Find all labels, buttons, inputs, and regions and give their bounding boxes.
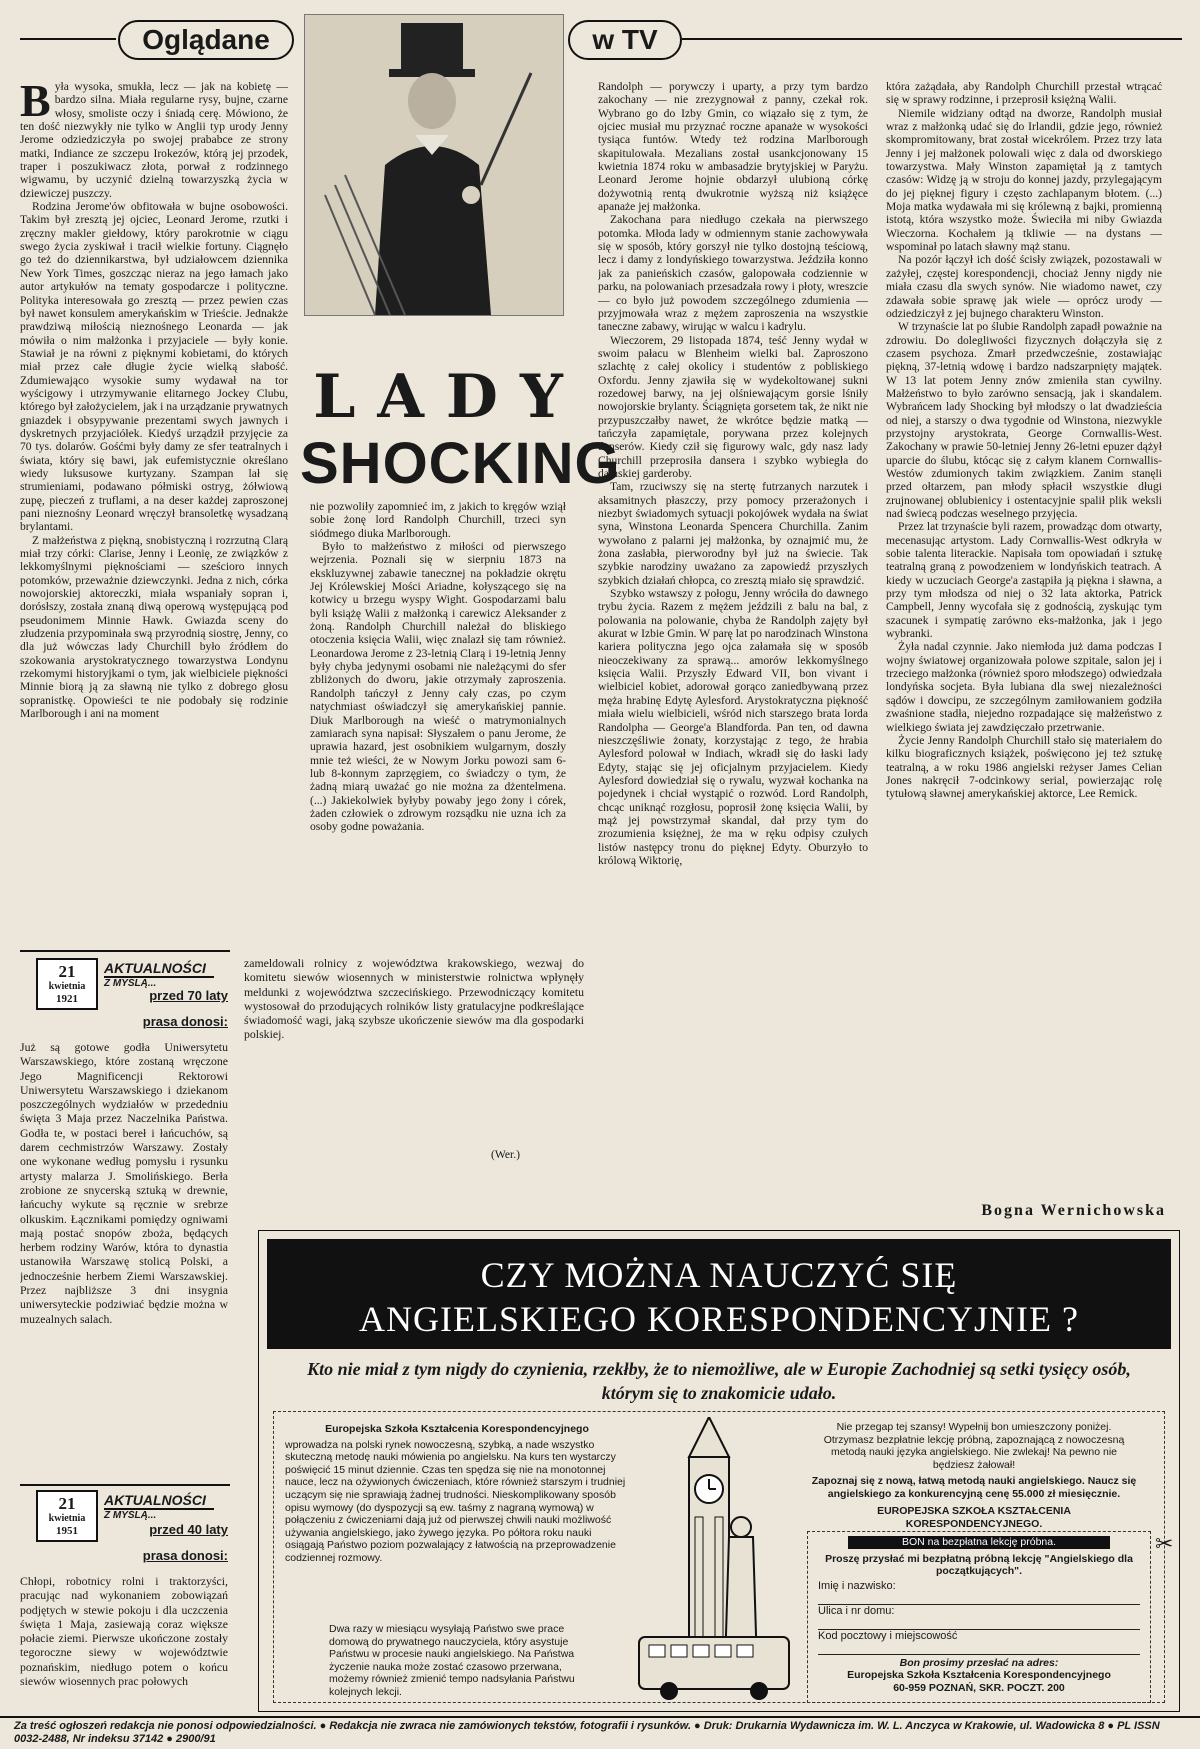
ad-school-head: Europejska Szkoła Kształcenia Korespondencyjnego — [325, 1423, 589, 1435]
paragraph: Było to małżeństwo z miłości od pierwszego wejrzenia. Poznali się w sierpniu 1873 na ekskluzywnej zabawie tanecznej na pokładzie okrętu Jej Królewskiej Mości Ariadne, kołyszącego się na kotwicy u brzegu wyspy Wight. Gospodarzami balu byli książę Walii z małżonką i carewicz Aleksander z żoną. Randolph Churchill należał do bliskiego otoczenia księcia Walii, więc znalazł się tam również. Leonardowa Jerome z 23-letnią Clarą i 19-letnią Jenny były chyba jedynymi osobami nie należącymi do sfer zbliżonych do dworu, jakie otrzymały zaproszenia. Randolph tańczył z Jenny cały czas, po czym natychmiast oświadczył się amerykańskiej pannie. Diuk Marlborough na wieść o matrymonialnych zamiarach syna napisał: Słyszałem o panu Jerome, że uprawia hazard, jest osobnikiem wulgarnym, doszły mnie też wieści, że w Nowym Jorku powozi sam 6- lub 8-konnym zaprzęgiem, co świadczy o tym, że żadną miarą uważać go nie można za dżentelmena. (...) Jakiekolwiek byłyby powaby jego żony i córek, żaden człowiek o zdrowym rozsądku nie uzna ich za osoby godne poważania. — [310, 540, 566, 834]
ad-school-name-2: KORESPONDENCYJNEGO. — [905, 1518, 1043, 1530]
stamp-day: 21 — [58, 962, 76, 981]
ad-right-head: Nie przegap tej szansy! Wypełnij bon umieszczony poniżej. Otrzymasz bezpłatnie lekcję próbną, zapoznającą z nowoczesną metodą nauki języka angielskiego. Nie zwlekaj! Na pewno nie będziesz żałował! — [823, 1421, 1125, 1471]
header-rule-right — [682, 38, 1182, 40]
stamp-month: kwietnia — [48, 981, 86, 992]
paragraph: Z małżeństwa z piękną, snobistyczną i rozrzutną Clarą miał trzy córki: Clarise, Jenny i Leonię, ze związków z lekkomyślnymi pięknościami — sześcioro innych potomków, przeważnie dziewczynki. Jedna z nich, córka nowojorskiej aktoreczki, miała wspaniały sopran i, dorósłszy, została znaną diwą operową występującą pod pseudonimem Minnie Hawk. Gwiazda sceny do złudzenia przypominała swą przyrodnią siostrę, Jenny, co dla już wówczas lady Churchill było źródłem do szokowania arystokratycznego towarzystwa Londynu rzekomymi historyjkami o tym, jak wielbiciele piękności Minnie biorą ją za sławną nie tylko z dobrego głosu sopranistkę. Opowieści te nie podobały się rodzinie Marlborough i ani na moment — [20, 533, 288, 721]
logo-subtext: Z MYŚLĄ... — [104, 1510, 157, 1521]
aktualnosci-divider-2 — [20, 1484, 230, 1486]
coupon-address-1: Europejska Szkoła Kształcenia Korespondencyjnego — [847, 1669, 1111, 1682]
scissors-icon: ✂ — [1155, 1531, 1174, 1556]
section-press: prasa donosi: — [142, 1014, 228, 1029]
logo-text: AKTUALNOŚCI — [104, 960, 214, 978]
ad-title-bar — [267, 1239, 1171, 1349]
paragraph: Wieczorem, 29 listopada 1874, teść Jenny wydał w swoim pałacu w Blenheim wielki bal. Zaproszono szlachtę z całej okolicy i studentów z pobliskiego Oxfordu. Jenny zjawiła się w wydekoltowanej sukni rozedowej barwy, na jej olśniewającym gorsie lśniły nowojorskie brylanty. Ściągnięta gorsetem tak, że nikt nie przypuszczałby nawet, że wkrótce będzie matką — tańczyła zapamiętale, porywana przez kolejnych danserów. Kiedy cził się figurowy walc, gdy nasz lady Churchill przeprosiła dansera i szybko wybiegła do damskiej garderoby. — [598, 333, 868, 480]
aktualnosci-divider-1 — [20, 950, 230, 952]
portrait-illustration — [305, 15, 563, 315]
name-field[interactable] — [818, 1580, 1140, 1605]
article-title-lady: LADY — [313, 362, 585, 432]
coupon-address-2: 60-959 POZNAŃ, SKR. POCZT. 200 — [893, 1681, 1065, 1694]
date-stamp — [36, 1490, 98, 1542]
header-title-left: Oglądane — [118, 20, 294, 60]
coupon-request: Proszę przysłać mi bezpłatną próbną lekcję "Angielskiego dla początkujących". — [825, 1552, 1133, 1578]
article-column-4 — [886, 80, 1162, 1170]
paragraph: Przez lat trzynaście byli razem, prowadząc dom otwarty, mecenasując artystom. Lady Cornwallis-West odkryła w sobie talenta literackie. Napisała tom opowiadań i sztukę teatralną graną z powodzeniem w londyńskich teatrach. A kiedy w uczuciach George'a zastąpiła ją piękna i sławna, a przy tym młodsza od niej o 32 lata aktorka, Patrick Campbell, Jenny wycofała się z godnością, zyskując tym szacunek i sympatię zarówno eks-małżonka, jak i jego wybranki. — [886, 520, 1162, 641]
paragraph: yła wysoka, smukła, lecz — jak na kobietę — bardzo silna. Miała regularne rysy, bujne, czarne włosy, smoliste oczy i śniadą cerę. Mówiono, że ten dość niezwykły nie tylko w Anglii typ urody Jenny Jerome odziedziczyła po swojej prababce ze strony matki, Indiance ze szczepu Irokezów, którą jej przodek, traper i poszukiwacz złota, porwał z rodzinnego wigwamu, by uczynić dzielną towarzyszką życia w dziewiczej puszczy. — [20, 80, 288, 200]
paragraph: W trzynaście lat po ślubie Randolph zapadł poważnie na zdrowiu. Do dolegliwości fizycznych dołączyła się z czasem psychoza. Zmarł przedwcześnie, zostawiając piękną, 37-letnią wdowę i bardzo nadszarpnięty majątek. W 13 lat potem Jenny znów zmieniła stan cywilny. Małżeństwo to było zarówno sensacją, jak i skandalem. Wybrańcem lady Shocking był młodszy o lat dwadzieścia od niej, a starszy o dwa tygodnie od Winstona, niezwykle przystojny arystokrata, George Cornwallis-West. Zakochany w prawie 50-letniej Jenny 26-letni epuzer dążył uparcie do ślubu, któcąc się z całym klanem Cornwallis-Westów zdumionych takim związkiem. Zanim stanęli przed ołtarzem, pan młody spłacił wszystkie długi zrujnowanej oblubienicy i ostentacyjnie spalił plik weksli nad świecą podczas weselnego przyjęcia. — [886, 320, 1162, 520]
ad-left-text: wprowadza na polski rynek nowoczesną, szybką, a nade wszystko skuteczną metodę nauki mówienia po angielsku. Na kurs ten wystarczy poświęcić 15 minut dziennie. Czas ten spędza się nie na monotonnej nauce, lecz na ożywionych ćwiczeniach, które również starszym i trudniej uczącym się nie sprawiają żadnej trudności. Nieskomplikowany sposób opisu wymowy (do dyspozycji są ew. taśmy z nagraną wymową) w połączeniu z ćwiczeniami dają już od pierwszej chwili nauki możliwość używania angielskiego, jako żywego języka. Po półtora roku nauki osiągają Państwo poziom pozwalający z łatwością na przeprowadzenie codziennej rozmowy. — [285, 1438, 626, 1564]
article-title-shocking: SHOCKING — [300, 431, 621, 496]
advertisement — [258, 1230, 1180, 1712]
paragraph: Żyła nadal czynnie. Jako niemłoda już dama podczas I wojny światowej organizowała polowe szpitale, salon jej i trzeciego małżonka (również sporo młodszego) odwiedzała londyńska socjeta. Była lubiana dla swej niezależności sądów i dowcipu, ze szczególnym zamiłowaniem godziła zwaśnione stadła, niejedno rozpadające się małżeństwo z wielkiego świata jej zawdzięczało przetrwanie. — [886, 640, 1162, 734]
article-column-1 — [20, 80, 288, 940]
paragraph: Tam, rzuciwszy się na stertę futrzanych narzutek i aksamitnych płaszczy, przy pomocy przerażonych i niezbyt świadomych sytuacji pokojówek wydała na świat syna, Winstona Leonarda Spencera Churchilla. Zanim wywołano z palarni jej małżonka, by oznajmić mu, że żona zasłabła, pierworodny był już na świecie. Tak szybkie narodziny uważano za zapowiedź przyszłych szybkich działań chłopca, co zresztą miało się sprawdzić. — [598, 480, 868, 587]
postcode-field[interactable] — [818, 1630, 1140, 1655]
aktualnosci-text-right: zameldowali rolnicy z województwa krakowskiego, wezwaj do komitetu siewów wiosennych w ministerstwie rolnictwa wpłynęły meldunki z województwa szczecińskiego. Przewodniczący komitetu wystosował do przodujących rolników listy gratulacyjne podkreślające świadomość wagi, jaką szybsze ukończenie siewów ma dla gospodarki polskiej. — [244, 956, 584, 1042]
paragraph: Na pozór łączył ich dość ścisły związek, pozostawali w zażyłej, częstej korespondencji, chociaż Jenny nigdy nie miała czasu dla swych synów. Nie wiadomo nawet, czy zdawała sobie sprawę jak wiele — oprócz urody — odziedziczył z jej bujnego charakteru Winston. — [886, 253, 1162, 320]
coupon-send-to: Bon prosimy przesłać na adres: — [899, 1656, 1059, 1669]
aktualnosci-text-2: Chłopi, robotnicy rolni i traktorzyści, pracując nad wykonaniem zobowiązań podjętych w stewie pokoju i dla uczczenia święta 1 Maja, zasiewają coraz większe połacie ziemi. Pierwsze ukończone zostały tegoroczne siewy w województwie poznańskim, niedługo potem o końcu siewów wiosennych prac połowych — [20, 1574, 228, 1689]
article-column-2 — [310, 500, 566, 942]
article-author: Bogna Wernichowska — [981, 1202, 1166, 1219]
paragraph: Życie Jenny Randolph Churchill stało się materiałem do kilku biograficznych książek, poświęcono jej też sztukę teatralną, a w roku 1986 angielski reżyser James Celian Jones nakręcił 7-odcinkowy serial, powierzając rolę tytułową sławnej amerykańskiej aktorce, Lee Remick. — [886, 733, 1162, 801]
ad-left-block — [285, 1423, 629, 1565]
section-ago: przed 70 laty — [149, 988, 228, 1003]
ad-left-text-2: Dwa razy w miesiącu wysyłają Państwo swe prace domową do prywatnego nauczyciela, który asystuje Państwu w procesie nauki angielskiego. Na Państwa życzenie nauka może zostać czasowo przerwana, możemy również zmienić tempo nadsyłania Państwu kolejnych lekcji. — [329, 1623, 575, 1698]
ad-title-line1: CZY MOŻNA NAUCZYĆ SIĘ — [480, 1255, 958, 1295]
logo-subtext: Z MYŚLĄ... — [104, 978, 157, 989]
aktualnosci-logo — [104, 1492, 214, 1521]
paragraph: Randolph — porywczy i uparty, a przy tym bardzo zakochany — nie zrezygnował z panny, czekał rok. Wybrano go do Izby Gmin, co wiązało się z tym, że ojciec musiał mu przyznać roczne apanaże w wysokości tysiąca funtów. Wtedy też rodzina Marlborough skapitulowała. Mezalians został usankcjonowany 15 kwietnia 1874 roku w ambasadzie brytyjskiej w Paryżu. Leonard Jerome hojnie obdarzył ulubioną córkę dożywotnią rentą dwukrotnie wyższą niż książęce apanaże jej małżonka. — [598, 80, 868, 214]
drop-cap: B — [20, 80, 51, 126]
section-ago: przed 40 laty — [149, 1522, 228, 1537]
article-column-3 — [598, 80, 868, 1162]
section-press: prasa donosi: — [142, 1548, 228, 1563]
paragraph: Rodzina Jerome'ów obfitowała w bujne osobowości. Takim był zresztą jej ojciec, Leonard Jerome, rzutki i zręczny makler giełdowy, który parokrotnie w ciągu swego życia zyskiwał i tracił wielkie fortuny. Ciągnęło go też do dziennikarstwa, był udziałowcem dziennika New York Times, goszcząc nieraz na jego łamach jako autor artykułów na tematy gospodarcze i polityczne. Polityka interesowała go zresztą — przez pewien czas był nawet konsulem amerykańskim w Trieście. Jednakże prawdziwą miłością nieznośnego Leonarda — jak mówiła o nim małżonka i przyjaciele — były konie. Stawiał je na równi z pięknymi kobietami, do których miał przez całe długie życie wielką słabość. Zdumiewająco wysokie sumy wydawał na tor wyścigowy i utrzymywanie elitarnego Jockey Clubu, którego był założycielem, jak i na urządzanie prywatnych gniazdek i obsypywanie prezentami swych jawnych i dyskretnych przyjaciółek. Kiedyś urządził przyjęcie za 70 tys. dolarów. Gośćmi były damy ze sfer teatralnych i świata, który się bawi, jak eufemistycznie określano wiedy luksusowe kurtyzany. Szampan lał się strumieniami, podawano półmiski ostryg, żółwiową zupę, pieczeń z truflami, a na deser każdej zaproszonej pani nieznośny Leonard wręczył bransoletkę wysadzaną brylantami. — [20, 200, 288, 534]
aktualnosci-logo — [104, 960, 214, 989]
paragraph: nie pozwoliły zapomnieć im, z jakich to kręgów wziął sobie żonę lord Randolph Churchill, trzeci syn siódmego diuka Marlborough. — [310, 500, 566, 540]
header-rule-left — [20, 38, 116, 40]
ad-school-name-1: EUROPEJSKA SZKOŁA KSZTAŁCENIA — [877, 1505, 1071, 1517]
big-ben-illustration — [629, 1417, 799, 1701]
article-photo — [304, 14, 564, 316]
stamp-year: 1921 — [56, 993, 78, 1005]
name-field-label: Imię i nazwisko: — [818, 1579, 896, 1592]
street-field-label: Ulica i nr domu: — [818, 1604, 895, 1617]
paragraph: Szybko wstawszy z połogu, Jenny wróciła do dawnego trybu życia. Razem z mężem jeździli z balu na bal, z polowania na polowanie, chyba że Randolph zajęty był akurat w Izbie Gmin. W parę lat po narodzinach Winstona kariera polityczna jego ojca załamała się w sposób nieoczekiwany za sprawą... amorów lekkomyślnego księcia Walii. Przyszły Edward VII, bon vivant i wielbiciel kobiet, adorował gorąco zaniedbywaną przez męża hrabinę Edytę Aylesford. Arystokratyczna piękność miała wielu wielbicieli, wśród nich starszego brata lorda Randolpha — George'a Blandforda. Pan ten, od dawna nieszczęśliwie żonaty, korzystając z tego, że hrabia Aylesford polował w Indiach, wkradł się do łaski lady Edyty, stając się jej oficjalnym przyjacielem. Kiedy Aylesford dowiedział się o rywalu, wyzwał kochanka na pojedynek i chciał wystąpić o rozwód. Lord Randolph, chcąc uniknąć rozgłosu, poprosił żonę księcia Walii, by mąż jej powstrzymał skandal, dał przy tym do zrozumienia księżnej, że ma w ręku odpisy czułych listów następcy tronu do pięknej Edyty. Oburzyło to królową Wiktorię, — [598, 587, 868, 867]
date-stamp — [36, 958, 98, 1010]
paragraph: Niemile widziany odtąd na dworze, Randolph musiał wraz z małżonką udać się do Irlandii, gdzie jego, również skompromitowany, brat został wicekrólem. Przez trzy lata Jenny i jej małżonek polowali więc z dala od dworskiego towarzystwa. Mały Winston zapamiętał ją z tamtych czasów: Widzę ją w stroju do konnej jazdy, przylegającym do jej pięknej figury i często zachlapanym błotem. (...) Moja matka wydawała mi się królewną z bajki, promienną istotą, która wszystko może. Świeciła mi niby Gwiazda Wieczorna. Kochałem ją tkliwie — na dystans — wspominał po latach sławny mąż stanu. — [886, 106, 1162, 254]
logo-text: AKTUALNOŚCI — [104, 1492, 214, 1510]
coupon-header: BON na bezpłatna lekcję próbna. — [848, 1536, 1110, 1549]
street-field[interactable] — [818, 1605, 1140, 1630]
footer-rule — [0, 1716, 1200, 1718]
stamp-month: kwietnia — [48, 1513, 86, 1524]
ad-subtitle: Kto nie miał z tym nigdy do czynienia, rzekłby, że to niemożliwe, ale w Europie Zachodniej są setki tysięcy osób, którym się to znakomicie udało. — [307, 1359, 1131, 1403]
header-title-right: w TV — [568, 20, 682, 60]
aktualnosci-signature: (Wer.) — [490, 1148, 520, 1161]
aktualnosci-text-left: Już są gotowe godła Uniwersytetu Warszawskiego, które zostaną wręczone Jego Magnificencji Rektorowi Uniwersytetu Warszawskiego i dziekanom poszczególnych wydziałów w przededniu święta 3 Maja przez Naczelnika Państwa. Godła te, w postaci bereł i łańcuchów, są darem cechmistrzów Warszawy. Zostały one wykonane według pomysłu i rysunku artysty malarza J. Smolińskiego. Berła zrobione ze snycerską sztuką w drewnie, łańcuchy wykute są ręcznie w srebrze olkuskim. Łącznikami pomiędzy ogniwami mają postać snopów zboża, będących herbem rodziny Warów, która to dynastia ustanowiła Warszawę stolicą Polski, a jednocześnie herbem Ziemi Warszawskiej. Przez najbliższe 3 dni insygnia uniwersyteckie podziwiać będzie można w muzealnych salach. — [20, 1040, 228, 1326]
stamp-year: 1951 — [56, 1525, 78, 1537]
postcode-field-label: Kod pocztowy i miejscowość — [818, 1629, 958, 1642]
paragraph: która zażądała, aby Randolph Churchill przestał wtrącać się w sprawy rodzinne, i przeprosił księżną Walii. — [886, 80, 1162, 107]
coupon — [807, 1531, 1151, 1703]
stamp-day: 21 — [58, 1494, 76, 1513]
ad-right-bold: Zapoznaj się z nową, łatwą metodą nauki angielskiego. Naucz się angielskiego za konkurencyjną cenę 55.000 zł miesięcznie. — [811, 1475, 1137, 1500]
paragraph: Zakochana para niedługo czekała na pierwszego potomka. Młoda lady w odmiennym stanie zachowywała się w sposób, który gorszył nie tylko dostojną teściową, lecz i damy z londyńskiego towarzystwa. Jeździła konno jak za panieńskich czasów, galopowała codziennie w parku, na polowaniach przesadzała rowy i płoty, wreszcie — co było już powodem szczególnego zdumienia — przyjmowała wraz z mężem zaproszenia na wszystkie taneczne zabawy, wirując w walcu i kadrylu. — [598, 213, 868, 334]
ad-title-line2: ANGIELSKIEGO KORESPONDENCYJNIE ? — [359, 1299, 1079, 1339]
footer-note: Za treść ogłoszeń redakcja nie ponosi odpowiedzialności. ● Redakcja nie zwraca nie zamówionych tekstów, fotografii i rysunków. ● Druk: Drukarnia Wydawnicza im. W. L. Anczyca w Krakowie, ul. Wadowicka 8 ● PL ISSN 0032-2488, Nr indeksu 37142 ● 2900/91 — [14, 1720, 1160, 1745]
